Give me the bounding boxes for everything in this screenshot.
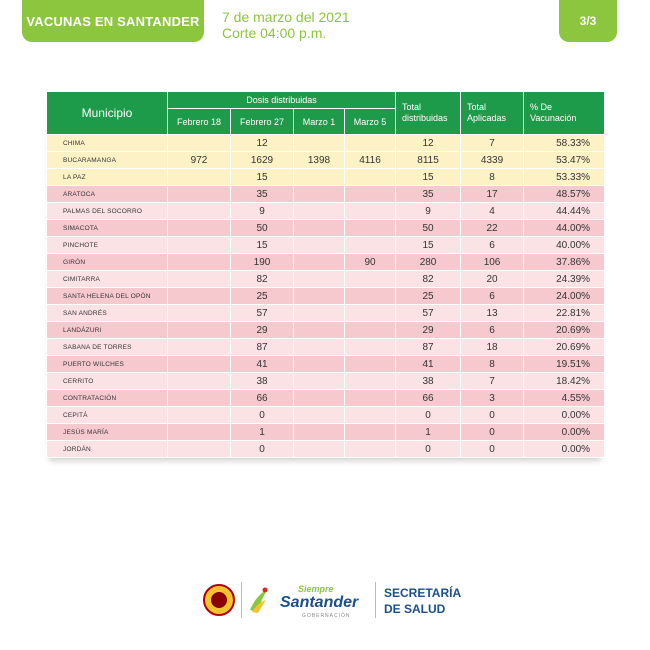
vaccine-table (46, 91, 605, 458)
table-row (47, 390, 605, 407)
cell-feb18 (168, 356, 231, 373)
cell-feb27: 38 (231, 373, 294, 390)
table-row (47, 305, 605, 322)
logo-divider (241, 582, 242, 618)
cell-mar1 (294, 407, 345, 424)
col-marzo-5: Marzo 5 (345, 109, 396, 135)
cell-mar5: 90 (345, 254, 396, 271)
cell-feb18: 972 (168, 152, 231, 169)
cell-mar1 (294, 441, 345, 458)
cell-mar5 (345, 186, 396, 203)
cell-feb18 (168, 322, 231, 339)
cell-aplicadas: 4339 (461, 152, 524, 169)
cell-mar5 (345, 203, 396, 220)
cell-mar1 (294, 237, 345, 254)
table-row (47, 254, 605, 271)
cell-total: 0 (396, 407, 461, 424)
cell-pct: 53.47% (524, 152, 605, 169)
cell-feb27: 29 (231, 322, 294, 339)
col-total-aplicadas-l1: Total (467, 102, 487, 112)
col-total-distribuidas (396, 92, 461, 135)
cell-mar1 (294, 271, 345, 288)
cell-aplicadas: 8 (461, 169, 524, 186)
cell-pct: 48.57% (524, 186, 605, 203)
cell-pct: 37.86% (524, 254, 605, 271)
cell-mar1 (294, 186, 345, 203)
cell-municipio: CEPITÁ (47, 407, 168, 424)
cell-mar5 (345, 220, 396, 237)
cell-total: 15 (396, 237, 461, 254)
cell-total: 8115 (396, 152, 461, 169)
cell-feb18 (168, 237, 231, 254)
cell-total: 25 (396, 288, 461, 305)
cell-total: 12 (396, 135, 461, 152)
cell-feb27: 35 (231, 186, 294, 203)
col-febrero-18: Febrero 18 (168, 109, 231, 135)
cell-total: 87 (396, 339, 461, 356)
col-total-distribuidas-l2: distribuidas (402, 113, 448, 123)
cell-municipio: CERRITO (47, 373, 168, 390)
cell-feb27: 57 (231, 305, 294, 322)
cell-total: 0 (396, 441, 461, 458)
cell-mar5 (345, 339, 396, 356)
cell-pct: 19.51% (524, 356, 605, 373)
cell-pct: 58.33% (524, 135, 605, 152)
cell-total: 1 (396, 424, 461, 441)
cell-mar1 (294, 135, 345, 152)
cell-aplicadas: 106 (461, 254, 524, 271)
cell-total: 280 (396, 254, 461, 271)
header-title: VACUNAS EN SANTANDER (26, 13, 200, 29)
footer-logos (198, 580, 462, 622)
col-total-distribuidas-l1: Total (402, 102, 422, 112)
cell-feb18 (168, 288, 231, 305)
cell-mar1 (294, 390, 345, 407)
cell-municipio: SANTA HELENA DEL OPÓN (47, 288, 168, 305)
cell-municipio: CONTRATACIÓN (47, 390, 168, 407)
table-row (47, 203, 605, 220)
cell-feb27: 87 (231, 339, 294, 356)
cell-municipio: BUCARAMANGA (47, 152, 168, 169)
cell-municipio: PUERTO WILCHES (47, 356, 168, 373)
cell-feb27: 15 (231, 237, 294, 254)
cell-feb18 (168, 254, 231, 271)
cell-feb27: 82 (231, 271, 294, 288)
cell-mar1 (294, 220, 345, 237)
cell-pct: 53.33% (524, 169, 605, 186)
cell-feb18 (168, 135, 231, 152)
cell-feb18 (168, 373, 231, 390)
cell-total: 82 (396, 271, 461, 288)
cell-total: 29 (396, 322, 461, 339)
cell-feb27: 0 (231, 441, 294, 458)
cell-aplicadas: 3 (461, 390, 524, 407)
cell-aplicadas: 0 (461, 441, 524, 458)
cell-mar1 (294, 339, 345, 356)
cell-total: 9 (396, 203, 461, 220)
logo-siempre: Siempre (298, 584, 334, 594)
table-row (47, 169, 605, 186)
cell-feb27: 25 (231, 288, 294, 305)
cell-municipio: CHIMA (47, 135, 168, 152)
cell-mar5 (345, 135, 396, 152)
cell-pct: 44.00% (524, 220, 605, 237)
cell-feb27: 41 (231, 356, 294, 373)
cell-mar5 (345, 373, 396, 390)
cell-mar5: 4116 (345, 152, 396, 169)
cell-pct: 0.00% (524, 441, 605, 458)
date-line: 7 de marzo del 2021 (222, 9, 350, 25)
col-febrero-27: Febrero 27 (231, 109, 294, 135)
cell-pct: 40.00% (524, 237, 605, 254)
cutoff-line: Corte 04:00 p.m. (222, 25, 327, 41)
logo-santander: Santander (280, 594, 359, 611)
cell-feb18 (168, 441, 231, 458)
cell-municipio: SAN ANDRÉS (47, 305, 168, 322)
cell-municipio: PINCHOTE (47, 237, 168, 254)
cell-feb27: 66 (231, 390, 294, 407)
cell-feb27: 1629 (231, 152, 294, 169)
cell-pct: 4.55% (524, 390, 605, 407)
cell-mar1 (294, 169, 345, 186)
table-row (47, 186, 605, 203)
cell-feb18 (168, 339, 231, 356)
cell-aplicadas: 6 (461, 288, 524, 305)
cell-feb18 (168, 220, 231, 237)
cell-feb18 (168, 390, 231, 407)
cell-mar5 (345, 424, 396, 441)
cell-feb27: 9 (231, 203, 294, 220)
santander-swoosh-icon (248, 584, 270, 614)
logo-de-salud: DE SALUD (384, 602, 446, 616)
vaccine-table-container (46, 91, 604, 458)
cell-aplicadas: 4 (461, 203, 524, 220)
cell-pct: 20.69% (524, 322, 605, 339)
table-body (47, 135, 605, 458)
cell-feb27: 1 (231, 424, 294, 441)
col-pct-vacunacion (524, 92, 605, 135)
cell-feb18 (168, 169, 231, 186)
cell-municipio: ARATOCA (47, 186, 168, 203)
cell-municipio: GIRÓN (47, 254, 168, 271)
col-dosis-distribuidas: Dosis distribuidas (168, 92, 396, 109)
cell-mar5 (345, 356, 396, 373)
col-total-aplicadas (461, 92, 524, 135)
cell-feb27: 0 (231, 407, 294, 424)
cell-total: 50 (396, 220, 461, 237)
table-row (47, 271, 605, 288)
cell-pct: 20.69% (524, 339, 605, 356)
date-block (222, 9, 350, 41)
cell-pct: 44.44% (524, 203, 605, 220)
cell-aplicadas: 18 (461, 339, 524, 356)
cell-aplicadas: 7 (461, 373, 524, 390)
table-row (47, 220, 605, 237)
cell-aplicadas: 6 (461, 237, 524, 254)
cell-mar1 (294, 424, 345, 441)
table-row (47, 135, 605, 152)
cell-aplicadas: 13 (461, 305, 524, 322)
cell-feb18 (168, 203, 231, 220)
cell-mar1 (294, 373, 345, 390)
cell-mar5 (345, 322, 396, 339)
cell-feb27: 50 (231, 220, 294, 237)
cell-aplicadas: 17 (461, 186, 524, 203)
cell-pct: 22.81% (524, 305, 605, 322)
cell-mar1 (294, 305, 345, 322)
cell-feb18 (168, 305, 231, 322)
header-title-tab (22, 0, 204, 42)
cell-aplicadas: 6 (461, 322, 524, 339)
cell-pct: 18.42% (524, 373, 605, 390)
cell-municipio: JORDÁN (47, 441, 168, 458)
cell-municipio: LANDÁZURI (47, 322, 168, 339)
table-row (47, 339, 605, 356)
col-municipio: Municipio (47, 92, 168, 135)
cell-total: 38 (396, 373, 461, 390)
cell-pct: 0.00% (524, 424, 605, 441)
cell-feb27: 12 (231, 135, 294, 152)
logo-divider (375, 582, 376, 618)
cell-pct: 0.00% (524, 407, 605, 424)
cell-total: 66 (396, 390, 461, 407)
cell-mar1: 1398 (294, 152, 345, 169)
table-row (47, 322, 605, 339)
table-row (47, 424, 605, 441)
table-row (47, 356, 605, 373)
cell-mar5 (345, 237, 396, 254)
cell-mar5 (345, 271, 396, 288)
logo-secretaria: SECRETARÍA (384, 586, 462, 600)
cell-municipio: CIMITARRA (47, 271, 168, 288)
cell-total: 35 (396, 186, 461, 203)
col-total-aplicadas-l2: Aplicadas (467, 113, 507, 123)
table-row (47, 152, 605, 169)
cell-feb27: 190 (231, 254, 294, 271)
cell-municipio: JESÚS MARÍA (47, 424, 168, 441)
coat-of-arms-icon (203, 584, 235, 616)
cell-mar5 (345, 407, 396, 424)
page-number-tab (559, 0, 617, 42)
cell-mar1 (294, 322, 345, 339)
cell-mar1 (294, 254, 345, 271)
cell-municipio: SIMACOTA (47, 220, 168, 237)
cell-aplicadas: 0 (461, 424, 524, 441)
cell-mar5 (345, 305, 396, 322)
cell-mar5 (345, 441, 396, 458)
cell-feb18 (168, 186, 231, 203)
cell-mar5 (345, 169, 396, 186)
cell-pct: 24.00% (524, 288, 605, 305)
table-row (47, 441, 605, 458)
cell-mar5 (345, 390, 396, 407)
table-row (47, 373, 605, 390)
col-pct-vacunacion-l1: % De (530, 102, 553, 112)
col-pct-vacunacion-l2: Vacunación (530, 113, 577, 123)
cell-mar5 (345, 288, 396, 305)
cell-pct: 24.39% (524, 271, 605, 288)
table-row (47, 288, 605, 305)
cell-mar1 (294, 288, 345, 305)
cell-municipio: PALMAS DEL SOCORRO (47, 203, 168, 220)
cell-aplicadas: 0 (461, 407, 524, 424)
col-marzo-1: Marzo 1 (294, 109, 345, 135)
cell-municipio: SABANA DE TORRES (47, 339, 168, 356)
cell-feb18 (168, 424, 231, 441)
cell-aplicadas: 20 (461, 271, 524, 288)
cell-aplicadas: 8 (461, 356, 524, 373)
table-row (47, 407, 605, 424)
cell-total: 57 (396, 305, 461, 322)
cell-total: 15 (396, 169, 461, 186)
cell-feb18 (168, 271, 231, 288)
cell-aplicadas: 22 (461, 220, 524, 237)
table-row (47, 237, 605, 254)
page-number: 3/3 (579, 14, 597, 28)
cell-aplicadas: 7 (461, 135, 524, 152)
cell-feb27: 15 (231, 169, 294, 186)
logo-gobernacion: GOBERNACIÓN (302, 613, 351, 619)
cell-total: 41 (396, 356, 461, 373)
cell-mar1 (294, 356, 345, 373)
cell-mar1 (294, 203, 345, 220)
cell-municipio: LA PAZ (47, 169, 168, 186)
cell-feb18 (168, 407, 231, 424)
